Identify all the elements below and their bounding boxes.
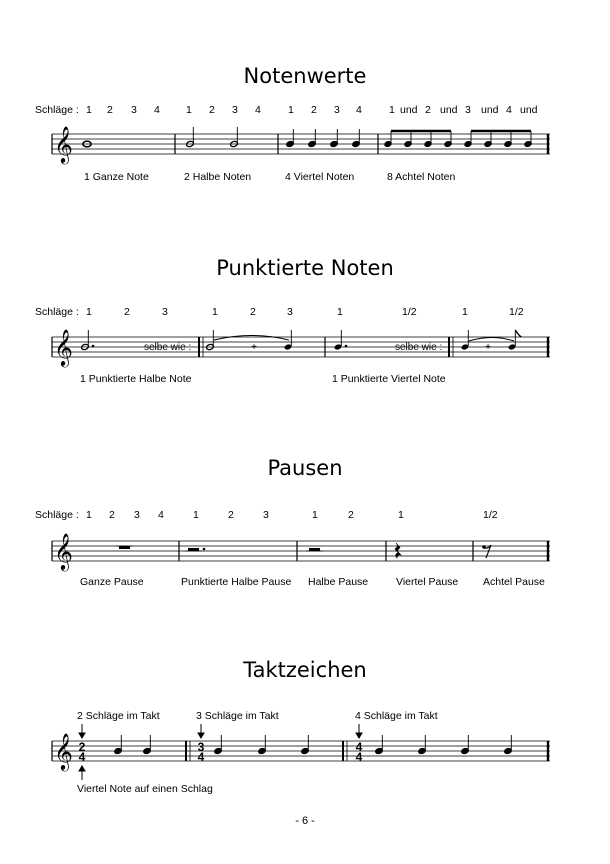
time-signature-top: 2 (78, 740, 86, 754)
time-signature-top: 3 (197, 740, 205, 754)
time-signature-bottom: 4 (78, 750, 86, 764)
beat: 1 (212, 306, 218, 318)
caption: Punktierte Halbe Pause (181, 576, 292, 588)
treble-clef-icon: 𝄞 (54, 329, 73, 365)
section-title-taktzeichen: Taktzeichen (243, 658, 367, 682)
svg-text:+: + (251, 342, 257, 353)
beat: 1 (398, 509, 404, 521)
beat: 4 (506, 104, 512, 116)
staff-taktzeichen (0, 722, 610, 782)
beat: 2 (107, 104, 113, 116)
beat: 2 (109, 509, 115, 521)
caption: 8 Achtel Noten (387, 171, 456, 183)
time-signature-label: 3 Schläge im Takt (196, 710, 279, 722)
beat: 3 (162, 306, 168, 318)
beat: 3 (134, 509, 140, 521)
beat: 4 (154, 104, 160, 116)
caption: 2 Halbe Noten (184, 171, 252, 183)
caption: 4 Viertel Noten (285, 171, 355, 183)
beat: 1 (193, 509, 199, 521)
time-signature-bottom: 4 (197, 750, 205, 764)
caption: Halbe Pause (308, 576, 369, 588)
beat: 1 (337, 306, 343, 318)
treble-clef-icon: 𝄞 (54, 533, 73, 569)
beat: 1 (186, 104, 192, 116)
beat: 3 (334, 104, 340, 116)
treble-clef-icon: 𝄞 (54, 126, 73, 162)
beat: 1 (312, 509, 318, 521)
caption: 1 Ganze Note (84, 171, 149, 183)
beat: 3 (287, 306, 293, 318)
beat: 2 (209, 104, 215, 116)
same-as-label: selbe wie : (395, 342, 443, 353)
caption: 1 Punktierte Halbe Note (80, 373, 192, 385)
whole-rest-icon (119, 546, 130, 549)
beat: und (440, 104, 458, 116)
beat: 1 (389, 104, 395, 116)
beat: 3 (465, 104, 471, 116)
caption: Ganze Pause (80, 576, 144, 588)
same-as-label: selbe wie : (144, 342, 192, 353)
time-signature-bottom: 4 (355, 750, 363, 764)
beat: und (520, 104, 538, 116)
staff-notenwerte (0, 128, 610, 168)
beat: 1 (86, 104, 92, 116)
staff-punktierte-noten (0, 330, 610, 370)
beat: 1/2 (483, 509, 498, 521)
staff-pausen (0, 533, 610, 573)
time-signature-top: 4 (355, 740, 363, 754)
time-signature-label: 4 Schläge im Takt (355, 710, 438, 722)
beat: 1 (462, 306, 468, 318)
beat: 2 (124, 306, 130, 318)
beat: und (481, 104, 499, 116)
beat: 1/2 (509, 306, 524, 318)
beat: 2 (228, 509, 234, 521)
beats-label: Schläge : (35, 306, 79, 318)
beat: 2 (348, 509, 354, 521)
page-number: - 6 - (295, 815, 315, 827)
beats-label: Schläge : (35, 509, 79, 521)
half-rest-icon (188, 548, 199, 551)
treble-clef-icon: 𝄞 (54, 733, 73, 769)
beat: 1 (86, 306, 92, 318)
beat: 1 (288, 104, 294, 116)
beat: 2 (425, 104, 431, 116)
beat: 3 (232, 104, 238, 116)
beat: 1/2 (402, 306, 417, 318)
section-title-punktierte-noten: Punktierte Noten (216, 256, 394, 280)
beat: 1 (86, 509, 92, 521)
beat: 4 (158, 509, 164, 521)
section-title-pausen: Pausen (267, 456, 343, 480)
beats-label: Schläge : (35, 104, 79, 116)
beat: und (400, 104, 418, 116)
svg-text:+: + (485, 342, 491, 353)
caption: Achtel Pause (483, 576, 545, 588)
bottom-label: Viertel Note auf einen Schlag (77, 783, 213, 795)
beat: 2 (250, 306, 256, 318)
beat: 4 (255, 104, 261, 116)
caption: Viertel Pause (396, 576, 459, 588)
section-title-notenwerte: Notenwerte (243, 64, 367, 88)
time-signature-label: 2 Schläge im Takt (77, 710, 160, 722)
beat: 3 (131, 104, 137, 116)
beat: 3 (263, 509, 269, 521)
half-rest-icon (309, 548, 320, 551)
beat: 4 (356, 104, 362, 116)
beat: 2 (311, 104, 317, 116)
caption: 1 Punktierte Viertel Note (332, 373, 446, 385)
